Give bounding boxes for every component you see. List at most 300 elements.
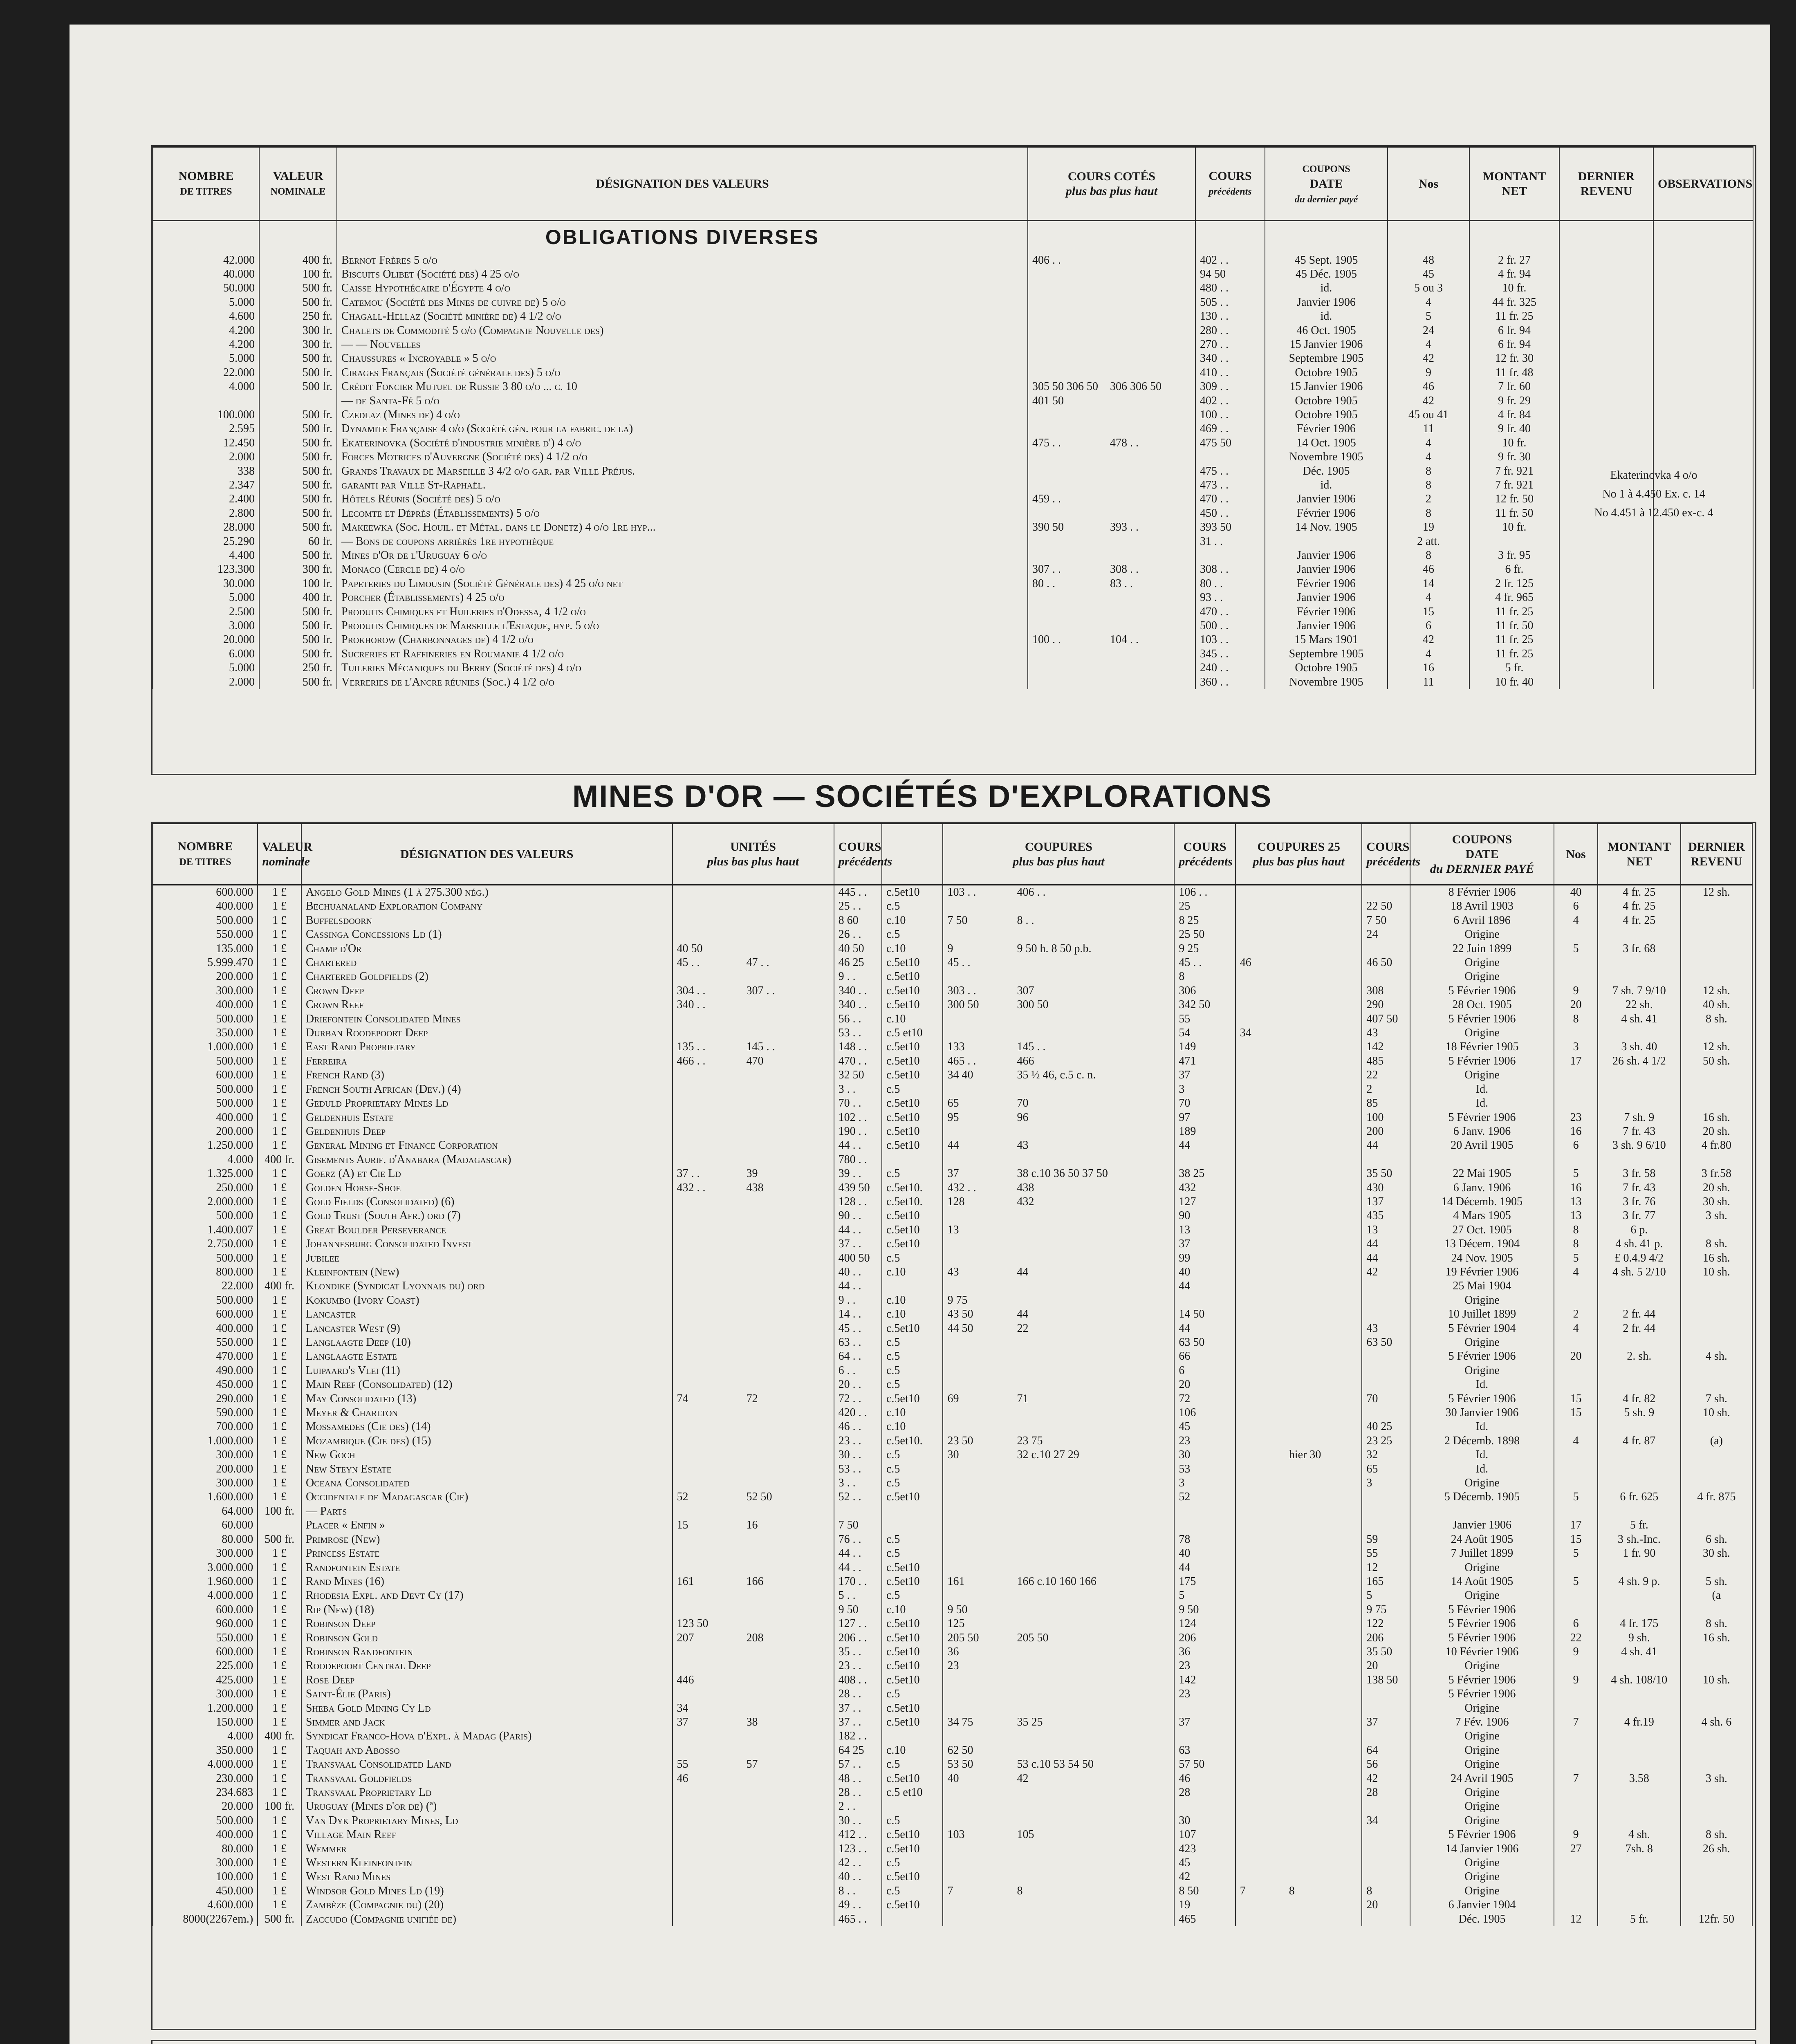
cours-cell-3: 122 <box>1362 1617 1410 1631</box>
montant-cell: 9 fr. 40 <box>1469 422 1559 436</box>
montant-cell: 12 fr. 50 <box>1469 492 1559 506</box>
coupures25-cell <box>1235 1111 1362 1125</box>
coupon-no-cell: 5 <box>1388 309 1469 323</box>
observation-cell <box>1653 647 1753 661</box>
observation-cell <box>1653 366 1753 380</box>
cours-cell-3 <box>1362 1518 1410 1532</box>
coupure-type-cell: c.5et10 <box>882 1054 943 1068</box>
coupures-cell <box>943 1589 1174 1602</box>
valeur-cell: 1 £ <box>258 1293 301 1307</box>
coupon-date-cell: Origine <box>1410 1856 1554 1870</box>
montant-cell: 7 fr. 921 <box>1469 478 1559 492</box>
coupon-no-cell: 9 <box>1554 1673 1598 1687</box>
designation-cell: Grands Travaux de Marseille 3 4/2 o/o gar. par Ville Préjus. <box>337 464 1028 478</box>
coupon-date-cell: 10 Février 1906 <box>1410 1645 1554 1659</box>
cours-cotes-cell <box>1028 577 1195 591</box>
unites-cell <box>673 1631 834 1645</box>
table-row <box>153 450 1753 464</box>
cours-cell: 123 . . <box>834 1842 882 1856</box>
designation-cell: Lecomte et Déprès (Établissements) 5 o/o <box>337 507 1028 520</box>
observation-cell <box>1653 675 1753 689</box>
nombre-cell: 5.000 <box>153 591 259 605</box>
coupures-haut: 9 50 h. 8 50 p.b. <box>1017 942 1092 955</box>
cours-cell: 206 . . <box>834 1631 882 1645</box>
coupon-date-cell: Origine <box>1410 1814 1554 1828</box>
table-row <box>153 1561 1752 1575</box>
table-row <box>153 928 1752 941</box>
coupures-cell <box>943 1561 1174 1575</box>
revenu-cell <box>1559 394 1653 408</box>
cours-cell-3 <box>1362 1912 1410 1926</box>
coupure-type-cell: c.5et10 <box>882 1631 943 1645</box>
cours-cell-2: 38 25 <box>1174 1167 1235 1181</box>
designation-cell: French Rand (3) <box>301 1068 673 1082</box>
valeur-cell: 1 £ <box>258 1842 301 1856</box>
observation-cell <box>1653 520 1753 534</box>
cours-cell: 28 . . <box>834 1687 882 1701</box>
unites-bas: 37 . . <box>677 1167 700 1180</box>
cours-cell: 170 . . <box>834 1575 882 1589</box>
coupures25-cell <box>1235 1448 1362 1462</box>
designation-cell: Village Main Reef <box>301 1828 673 1842</box>
coupures25-cell <box>1235 899 1362 913</box>
cours-cell-3: 23 25 <box>1362 1434 1410 1448</box>
nombre-cell: 500.000 <box>153 1251 258 1265</box>
cours-cell-2: 44 <box>1174 1139 1235 1152</box>
coupon-date-cell: 6 Janv. 1906 <box>1410 1181 1554 1195</box>
designation-cell: Jubilee <box>301 1251 673 1265</box>
precedent-cell: 475 . . <box>1195 464 1265 478</box>
valeur-cell: 1 £ <box>258 1420 301 1434</box>
revenu-cell <box>1681 1378 1752 1392</box>
cours-cell-3: 22 50 <box>1362 899 1410 913</box>
table-row <box>153 1336 1752 1349</box>
cours-cell-3 <box>1362 970 1410 984</box>
revenu-cell <box>1681 1153 1752 1167</box>
coupures-cell <box>943 1715 1174 1729</box>
cours-cell-3 <box>1362 1800 1410 1813</box>
precedent-cell: 505 . . <box>1195 296 1265 309</box>
valeur-cell: 1 £ <box>258 1757 301 1771</box>
designation-cell: Verreries de l'Ancre réunies (Soc.) 4 1/2 o/o <box>337 675 1028 689</box>
coupon-no-cell: 42 <box>1388 352 1469 365</box>
revenu-cell: 16 sh. <box>1681 1111 1752 1125</box>
valeur-cell: 1 £ <box>258 1687 301 1701</box>
precedent-cell: 270 . . <box>1195 338 1265 352</box>
coupure-type-cell <box>882 1800 943 1813</box>
coupon-no-cell: 2 <box>1554 1307 1598 1321</box>
designation-cell: Prokhorow (Charbonnages de) 4 1/2 o/o <box>337 633 1028 647</box>
designation-cell: Mozambique (Cie des) (15) <box>301 1434 673 1448</box>
revenu-cell <box>1559 380 1653 394</box>
cours-cell-3 <box>1362 1406 1410 1420</box>
table-row <box>153 1912 1752 1926</box>
cours-cell-2: 124 <box>1174 1617 1235 1631</box>
designation-cell: Roodepoort Central Deep <box>301 1659 673 1673</box>
revenu-cell: 4 fr.80 <box>1681 1139 1752 1152</box>
coupures-cell <box>943 1279 1174 1293</box>
table-row <box>153 309 1753 323</box>
coupure-type-cell: c.5 <box>882 1378 943 1392</box>
coupures25-cell <box>1235 1631 1362 1645</box>
table-row <box>153 1856 1752 1870</box>
coupures-cell <box>943 1209 1174 1223</box>
coupon-no-cell: 16 <box>1554 1125 1598 1139</box>
coupon-date-cell: 5 Février 1906 <box>1410 1687 1554 1701</box>
coupures25-cell <box>1235 1195 1362 1209</box>
montant-cell: 2 fr. 44 <box>1598 1307 1681 1321</box>
coupures25-cell <box>1235 1715 1362 1729</box>
cours-cell: 408 . . <box>834 1673 882 1687</box>
cours-cell-2: 19 <box>1174 1898 1235 1912</box>
coupures25-cell <box>1235 1701 1362 1715</box>
unites-cell <box>673 1448 834 1462</box>
valeur-cell: 1 £ <box>258 998 301 1012</box>
cours-cell-3: 5 <box>1362 1589 1410 1602</box>
unites-cell <box>673 1265 834 1279</box>
coupon-date-cell: Novembre 1905 <box>1265 450 1388 464</box>
cours-cell-3: 485 <box>1362 1054 1410 1068</box>
coupures-haut: 8 <box>1017 1884 1023 1897</box>
designation-cell: Klondike (Syndicat Lyonnais du) ord <box>301 1279 673 1293</box>
revenu-cell <box>1681 1870 1752 1884</box>
coupon-date-cell: 22 Mai 1905 <box>1410 1167 1554 1181</box>
designation-cell: Rose Deep <box>301 1673 673 1687</box>
unites-cell <box>673 1533 834 1546</box>
cours-cell-3: 206 <box>1362 1631 1410 1645</box>
designation-cell: Geldenhuis Estate <box>301 1111 673 1125</box>
montant-cell: 3 fr. 77 <box>1598 1209 1681 1223</box>
precedent-cell: 470 . . <box>1195 492 1265 506</box>
revenu-cell <box>1681 1800 1752 1813</box>
unites-cell <box>673 1673 834 1687</box>
montant-cell <box>1598 1462 1681 1476</box>
coupures25-cell <box>1235 1139 1362 1152</box>
table-row <box>153 1476 1752 1490</box>
coupures-cell <box>943 1828 1174 1842</box>
unites-cell <box>673 1054 834 1068</box>
unites-cell <box>673 1307 834 1321</box>
observation-cell <box>1653 253 1753 267</box>
coupon-no-cell <box>1554 1701 1598 1715</box>
valeur-cell: 1 £ <box>258 1068 301 1082</box>
cours-cotes-cell <box>1028 338 1195 352</box>
coupon-no-cell: 9 <box>1554 984 1598 998</box>
coupon-no-cell: 16 <box>1554 1181 1598 1195</box>
unites-bas: 340 . . <box>677 998 706 1011</box>
cours-cell-3: 42 <box>1362 1265 1410 1279</box>
cours-cell-3: 35 50 <box>1362 1645 1410 1659</box>
coupures-haut: 166 c.10 160 166 <box>1017 1575 1096 1588</box>
precedent-cell: 393 50 <box>1195 520 1265 534</box>
cours-cell-3: 43 <box>1362 1026 1410 1040</box>
coupon-date-cell: 5 Février 1906 <box>1410 1603 1554 1617</box>
coupon-date-cell: 5 Février 1906 <box>1410 1054 1554 1068</box>
coupon-date-cell: Origine <box>1410 1870 1554 1884</box>
coupures25-cell <box>1235 1603 1362 1617</box>
table-row <box>153 1814 1752 1828</box>
cours-cell-2: 40 <box>1174 1546 1235 1560</box>
valeur-cell: 1 £ <box>258 1462 301 1476</box>
cours-cell-2: 423 <box>1174 1842 1235 1856</box>
coupures25-cell <box>1235 1096 1362 1110</box>
coupon-date-cell: 24 Avril 1905 <box>1410 1772 1554 1786</box>
cours-cell: 128 . . <box>834 1195 882 1209</box>
valeur-cell: 1 £ <box>258 1195 301 1209</box>
valeur-cell: 500 fr. <box>259 352 337 365</box>
revenu-cell: 30 sh. <box>1681 1546 1752 1560</box>
designation-cell: Makeewka (Soc. Houil. et Métal. dans le Donetz) 4 o/o 1re hyp... <box>337 520 1028 534</box>
coupure-type-cell: c.5et10 <box>882 1322 943 1336</box>
coupures-cell <box>943 998 1174 1012</box>
revenu-cell: 12 sh. <box>1681 1040 1752 1054</box>
nombre-cell: 100.000 <box>153 1870 258 1884</box>
precedent-cell: 473 . . <box>1195 478 1265 492</box>
coupon-date-cell: 5 Février 1904 <box>1410 1322 1554 1336</box>
revenu-cell: 12 sh. <box>1681 984 1752 998</box>
montant-cell: 9 fr. 30 <box>1469 450 1559 464</box>
unites-cell <box>673 956 834 970</box>
nombre-cell: 300.000 <box>153 1448 258 1462</box>
cours-cotes-cell <box>1028 478 1195 492</box>
table-row <box>153 1364 1752 1378</box>
coupure-type-cell: c.5et10 <box>882 885 943 900</box>
coupures-haut: 438 <box>1017 1181 1034 1194</box>
valeur-cell: 1 £ <box>258 1040 301 1054</box>
coupures-cell <box>943 1223 1174 1237</box>
table-row <box>153 1490 1752 1504</box>
montant-cell <box>1598 1279 1681 1293</box>
coupon-date-cell: Id. <box>1410 1378 1554 1392</box>
coupon-no-cell: 9 <box>1554 1828 1598 1842</box>
coupure-type-cell: c.5 <box>882 899 943 913</box>
revenu-cell <box>1559 577 1653 591</box>
valeur-cell: 500 fr. <box>259 619 337 633</box>
cours-cotes-cell <box>1028 549 1195 563</box>
nombre-cell: 700.000 <box>153 1420 258 1434</box>
cours-cotes-cell <box>1028 520 1195 534</box>
unites-haut: 208 <box>746 1631 764 1644</box>
precedent-cell: 475 50 <box>1195 436 1265 450</box>
valeur-cell: 100 fr. <box>258 1504 301 1518</box>
cours-cell: 64 25 <box>834 1744 882 1757</box>
nombre-cell: 590.000 <box>153 1406 258 1420</box>
coupure-type-cell: c.10 <box>882 1406 943 1420</box>
obs-line: Ekaterinovka 4 o/o <box>1610 469 1697 482</box>
revenu-cell: 3 fr.58 <box>1681 1167 1752 1181</box>
coupures25-cell <box>1235 1561 1362 1575</box>
coupon-date-cell: Octobre 1905 <box>1265 661 1388 675</box>
coupures25-cell <box>1235 1757 1362 1771</box>
nombre-cell: 5.000 <box>153 296 259 309</box>
nombre-cell: 4.400 <box>153 549 259 563</box>
coupures-haut: 406 . . <box>1017 886 1046 899</box>
cours-cell-2: 99 <box>1174 1251 1235 1265</box>
coupon-no-cell: 20 <box>1554 1349 1598 1363</box>
coupon-date-cell: 5 Février 1906 <box>1410 984 1554 998</box>
coupon-no-cell: 8 <box>1554 1012 1598 1026</box>
revenu-cell: 8 sh. <box>1681 1012 1752 1026</box>
cours-cell-2: 90 <box>1174 1209 1235 1223</box>
cours-cell-2: 54 <box>1174 1026 1235 1040</box>
revenu-cell: 40 sh. <box>1681 998 1752 1012</box>
coupon-no-cell: 8 <box>1388 478 1469 492</box>
nombre-cell: 600.000 <box>153 1603 258 1617</box>
nombre-cell: 5.999.470 <box>153 956 258 970</box>
valeur-cell: 1 £ <box>258 1307 301 1321</box>
coupures-cell <box>943 899 1174 913</box>
mines-header-valeur: VALEUR nominale <box>258 824 301 885</box>
designation-cell: Geldenhuis Deep <box>301 1125 673 1139</box>
nombre-cell: 500.000 <box>153 1083 258 1096</box>
revenu-cell: 6 sh. <box>1681 1533 1752 1546</box>
unites-cell <box>673 1786 834 1800</box>
montant-cell <box>1598 1659 1681 1673</box>
valeur-cell: 1 £ <box>258 1673 301 1687</box>
nombre-cell: 500.000 <box>153 914 258 928</box>
revenu-cell <box>1681 942 1752 956</box>
nombre-cell: 425.000 <box>153 1673 258 1687</box>
cours-cell-3: 138 50 <box>1362 1673 1410 1687</box>
nombre-cell: 80.000 <box>153 1533 258 1546</box>
cours-cotes-cell <box>1028 507 1195 520</box>
coupures-cell <box>943 970 1174 984</box>
nombre-cell: 2.800 <box>153 507 259 520</box>
montant-cell: 6 fr. 94 <box>1469 324 1559 338</box>
table-row <box>153 296 1753 309</box>
table-row <box>153 577 1753 591</box>
valeur-cell: 1 £ <box>258 1026 301 1040</box>
revenu-cell <box>1681 1336 1752 1349</box>
nombre-cell: 550.000 <box>153 1336 258 1349</box>
coupure-type-cell: c.5 <box>882 1364 943 1378</box>
mines-header-date: COUPONS DATE du DERNIER PAYÉ <box>1410 824 1554 885</box>
coupon-date-cell: Id. <box>1410 1083 1554 1096</box>
cours-cell: 127 . . <box>834 1617 882 1631</box>
revenu-cell <box>1559 563 1653 576</box>
revenu-cell <box>1681 1223 1752 1237</box>
cours-cell-2: 30 <box>1174 1814 1235 1828</box>
montant-cell <box>1598 1378 1681 1392</box>
cours-cell-2: 36 <box>1174 1645 1235 1659</box>
unites-cell <box>673 1392 834 1406</box>
designation-cell: Luipaard's Vlei (11) <box>301 1364 673 1378</box>
coupon-date-cell: Origine <box>1410 1476 1554 1490</box>
revenu-cell <box>1559 338 1653 352</box>
coupures25-cell <box>1235 1476 1362 1490</box>
coupures-cell <box>943 1617 1174 1631</box>
coupon-no-cell <box>1554 1026 1598 1040</box>
coupure-type-cell: c.5 et10 <box>882 1786 943 1800</box>
table-row <box>153 464 1753 478</box>
coupures-cell <box>943 885 1174 900</box>
coupon-no-cell <box>1554 1589 1598 1602</box>
observations-frame <box>151 2040 1756 2044</box>
coupures25-cell <box>1235 1800 1362 1813</box>
montant-cell <box>1598 1026 1681 1040</box>
valeur-cell: 1 £ <box>258 1701 301 1715</box>
valeur-cell: 1 £ <box>258 1659 301 1673</box>
revenu-cell <box>1681 1068 1752 1082</box>
coupon-no-cell <box>1554 1757 1598 1771</box>
unites-cell <box>673 1546 834 1560</box>
valeur-cell: 1 £ <box>258 1209 301 1223</box>
coupon-date-cell: 5 Février 1906 <box>1410 1012 1554 1026</box>
mines-header-montant: MONTANT NET <box>1598 824 1681 885</box>
precedent-cell: 100 . . <box>1195 408 1265 422</box>
cours-cell-3: 35 50 <box>1362 1167 1410 1181</box>
unites-cell <box>673 1687 834 1701</box>
coupon-no-cell: 15 <box>1554 1392 1598 1406</box>
coupures25-cell <box>1235 1181 1362 1195</box>
coupon-no-cell <box>1554 1378 1598 1392</box>
valeur-cell: 500 fr. <box>259 366 337 380</box>
valeur-cell: 1 £ <box>258 1139 301 1152</box>
unites-haut: 307 . . <box>746 984 775 997</box>
coupon-no-cell <box>1554 1504 1598 1518</box>
cours-cell-2 <box>1174 1153 1235 1167</box>
obs-line: No 1 à 4.450 Ex. c. 14 <box>1602 488 1705 500</box>
coupure-type-cell: c.5et10 <box>882 956 943 970</box>
cours-cell: 20 . . <box>834 1378 882 1392</box>
montant-cell: 11 fr. 50 <box>1469 619 1559 633</box>
coupures-cell <box>943 1518 1174 1532</box>
montant-cell: 2. sh. <box>1598 1349 1681 1363</box>
cours-cell-2: 23 <box>1174 1687 1235 1701</box>
revenu-cell <box>1681 1757 1752 1771</box>
montant-cell: 3 fr. 95 <box>1469 549 1559 563</box>
cours-cell-3 <box>1362 1856 1410 1870</box>
coupures-cell <box>943 1476 1174 1490</box>
table-row <box>153 1111 1752 1125</box>
cours-cell-3: 20 <box>1362 1659 1410 1673</box>
coupon-no-cell: 27 <box>1554 1842 1598 1856</box>
coupon-no-cell <box>1554 1293 1598 1307</box>
table-row <box>153 380 1753 394</box>
coupures-haut: 466 <box>1017 1054 1034 1067</box>
cours-cell-2: 97 <box>1174 1111 1235 1125</box>
montant-cell: 4 sh. 41 <box>1598 1645 1681 1659</box>
coupures-cell <box>943 1237 1174 1251</box>
revenu-cell <box>1559 535 1653 549</box>
unites-cell <box>673 998 834 1012</box>
valeur-cell: 1 £ <box>258 1603 301 1617</box>
valeur-cell: 1 £ <box>258 928 301 941</box>
unites-cell <box>673 1476 834 1490</box>
revenu-cell <box>1681 1884 1752 1898</box>
valeur-cell: 1 £ <box>258 1378 301 1392</box>
header-valeur: VALEUR NOMINALE <box>259 147 337 221</box>
designation-cell: Champ d'Or <box>301 942 673 956</box>
designation-cell: Primrose (New) <box>301 1533 673 1546</box>
coupures-bas: 45 . . <box>947 956 971 969</box>
valeur-cell: 500 fr. <box>259 478 337 492</box>
unites-bas: 15 <box>677 1519 688 1532</box>
table-row <box>153 1448 1752 1462</box>
observation-cell <box>1653 661 1753 675</box>
coupon-no-cell <box>1554 1336 1598 1349</box>
valeur-cell: 300 fr. <box>259 324 337 338</box>
cours-cell: 52 . . <box>834 1490 882 1504</box>
cours-cell-3: 200 <box>1362 1125 1410 1139</box>
nombre-cell: 400.000 <box>153 1111 258 1125</box>
header-dernier-revenu: DERNIER REVENU <box>1559 147 1653 221</box>
cours-cell: 44 . . <box>834 1561 882 1575</box>
cours-cell: 30 . . <box>834 1448 882 1462</box>
cours-cell-3 <box>1362 1490 1410 1504</box>
coupures25-cell <box>1235 1378 1362 1392</box>
montant-cell: 4 fr. 965 <box>1469 591 1559 605</box>
